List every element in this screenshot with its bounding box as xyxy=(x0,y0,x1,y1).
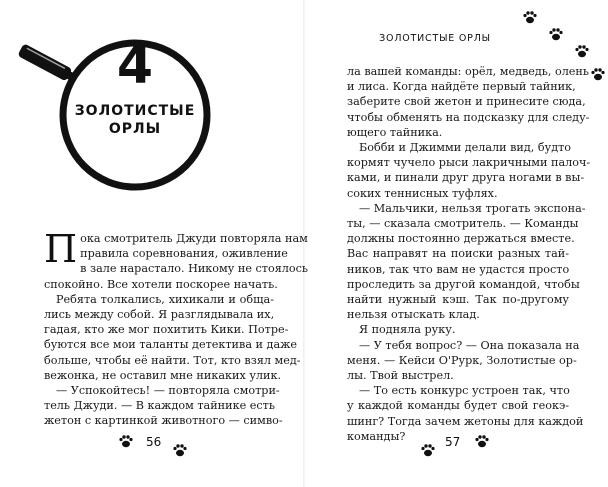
body-line: проследить за другой командой, чтобы xyxy=(347,277,580,291)
body-line: буются все мои таланты детектива и даже xyxy=(44,338,298,352)
paw-print-icon xyxy=(474,433,490,449)
body-line: тель Джуди. — В каждом тайнике есть xyxy=(44,399,275,413)
body-line: правила соревнования, оживление xyxy=(80,247,288,261)
body-line: жетон с картинкой животного — симво- xyxy=(44,414,283,428)
drop-cap: П xyxy=(44,227,78,271)
chapter-title-line-2: ОРЛЫ xyxy=(108,121,162,137)
body-line: больше, чтобы её найти. Тот, кто взял мед- xyxy=(44,353,301,367)
body-line: — То есть конкурс устроен так, что xyxy=(359,384,570,398)
paw-print-icon xyxy=(420,442,436,458)
body-line: ты, — сказала смотритель. — Команды xyxy=(347,217,579,231)
chapter-number: 4 xyxy=(116,36,154,96)
body-line: ников, так что вам не удастся просто xyxy=(347,262,570,276)
body-line: команды? xyxy=(347,429,406,443)
body-line: Бобби и Джимми делали вид, будто xyxy=(359,141,572,155)
body-line: ками, и пинали друг друга ногами в вы- xyxy=(347,171,585,185)
body-line: спокойно. Все хотели поскорее начать. xyxy=(44,277,278,291)
body-line: ла вашей команды: орёл, медведь, олень xyxy=(347,65,589,78)
paw-print-icon xyxy=(172,442,188,458)
body-line: лы. Твой выстрел. xyxy=(347,369,454,383)
body-line: Ребята толкались, хихикали и обща- xyxy=(56,292,274,306)
body-line: Я подняла руку. xyxy=(359,323,456,337)
body-line: гадая, кто же мог похитить Кики. Потре- xyxy=(44,323,289,337)
body-line: в зале нарастало. Никому не стоялось xyxy=(80,262,308,276)
body-line: кормят чучело рыси лакричными палоч- xyxy=(347,156,591,170)
body-line: ющего тайника. xyxy=(347,125,443,139)
chapter-title xyxy=(70,102,200,138)
body-line: шинг? Тогда зачем жетоны для каждой xyxy=(347,414,584,428)
body-line: должны постоянно держаться вместе. xyxy=(347,232,575,246)
body-line: найти нужный кэш. Так по-другому xyxy=(347,293,569,307)
chapter-title-line-1: ЗОЛОТИСТЫЕ xyxy=(74,103,196,119)
body-line: меня. — Кейси О'Рурк, Золотистые ор- xyxy=(347,353,577,367)
paw-print-icon xyxy=(118,433,134,449)
left-page-body xyxy=(44,227,308,429)
page-number: 57 xyxy=(445,435,461,449)
body-line: у каждой команды будет свой геокэ- xyxy=(347,399,569,413)
body-line: вежонка, не оставил мне никаких улик. xyxy=(44,368,282,382)
body-line: соких теннисных туфлях. xyxy=(347,186,498,200)
body-line: — Успокойтесь! — повторяла смотри- xyxy=(56,384,280,398)
body-line: лись между собой. Я разглядывала их, xyxy=(44,308,275,322)
body-line: нельзя отыскать клад. xyxy=(347,308,480,322)
body-line: — У тебя вопрос? — Она показала на xyxy=(359,338,580,352)
right-page-body xyxy=(347,64,591,444)
body-line: Вас направят на поиски разных тай- xyxy=(347,247,569,261)
body-line: и лиса. Когда найдёте первый тайник, xyxy=(347,80,576,94)
page-number: 56 xyxy=(146,435,162,449)
body-line: чтобы обменять на подсказку для следу- xyxy=(347,110,590,124)
body-line: — Мальчики, нельзя трогать экспона- xyxy=(359,201,586,215)
running-head: ЗОЛОТИСТЫЕ ОРЛЫ xyxy=(379,33,491,44)
body-line: заберите свой жетон и принесите сюда, xyxy=(347,95,586,109)
body-line: ока смотритель Джуди повторяла нам xyxy=(80,232,308,245)
